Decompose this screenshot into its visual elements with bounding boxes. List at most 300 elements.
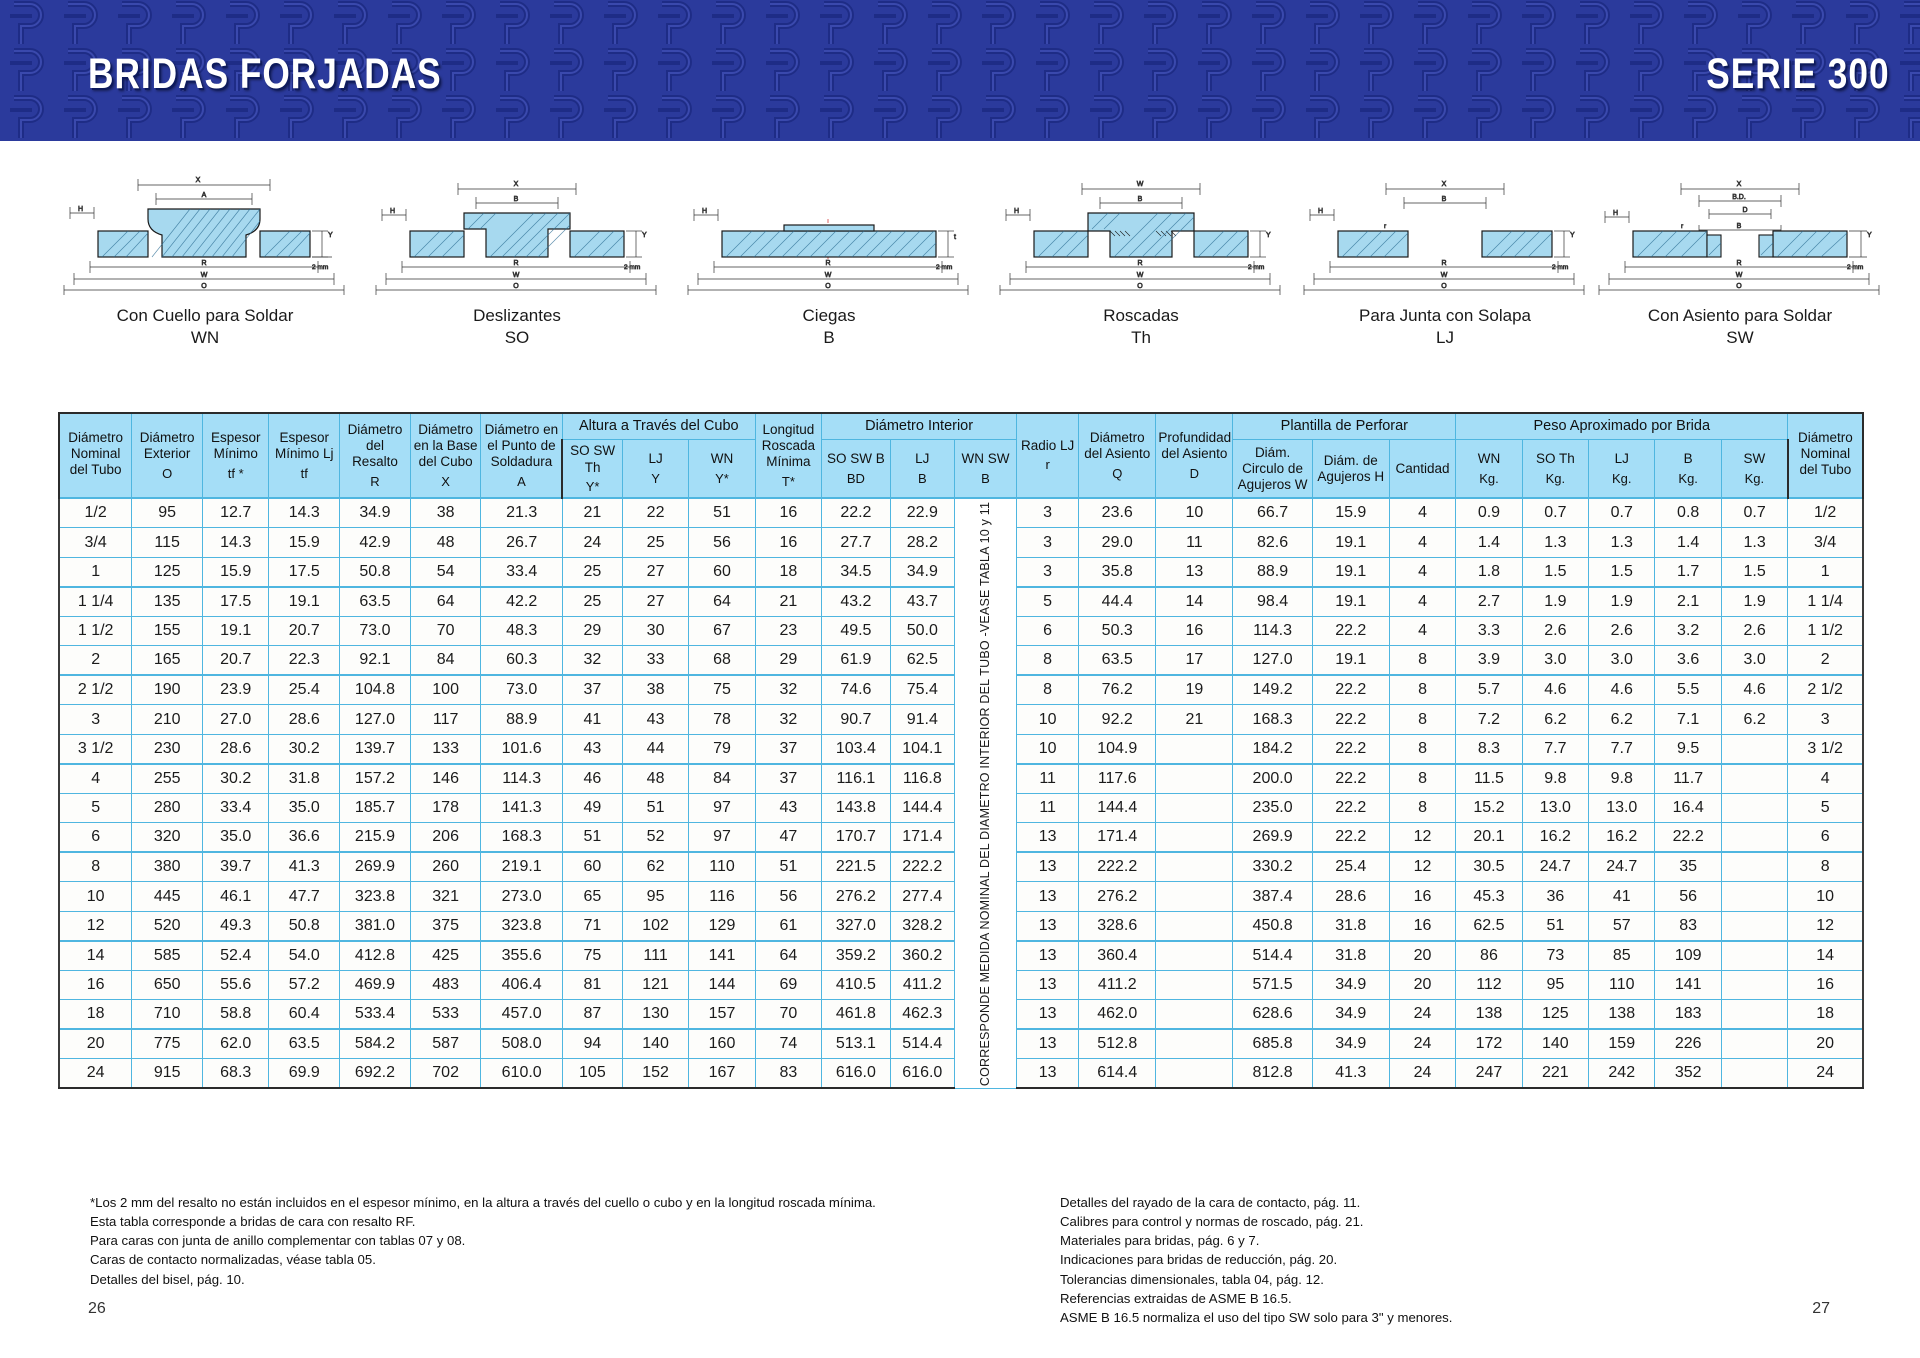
table-cell: 508.0 xyxy=(481,1029,562,1059)
figure-name: Ciegas xyxy=(802,306,856,325)
table-cell: 31.8 xyxy=(1312,941,1389,971)
table-cell: 221 xyxy=(1522,1059,1588,1089)
svg-text:O: O xyxy=(825,283,831,290)
table-cell: 20 xyxy=(1389,970,1455,1000)
table-cell xyxy=(1721,1029,1787,1059)
table-cell: 19.1 xyxy=(1312,646,1389,676)
table-cell: 4 xyxy=(1389,498,1455,528)
table-cell: 117.6 xyxy=(1079,764,1156,794)
table-cell: 7.2 xyxy=(1456,705,1522,735)
table-cell: 141.3 xyxy=(481,793,562,823)
table-cell: 775 xyxy=(132,1029,203,1059)
table-cell: 57.2 xyxy=(269,970,340,1000)
table-cell: 206 xyxy=(410,823,481,853)
table-cell: 269.9 xyxy=(1233,823,1312,853)
table-cell: 86 xyxy=(1456,941,1522,971)
table-cell: 19.1 xyxy=(1312,528,1389,558)
table-cell: 24.7 xyxy=(1522,852,1588,882)
table-cell: 2 1/2 xyxy=(59,675,132,705)
table-cell: 31.8 xyxy=(269,764,340,794)
table-cell: 167 xyxy=(689,1059,755,1089)
table-cell: 67 xyxy=(689,616,755,646)
table-cell: 628.6 xyxy=(1233,1000,1312,1030)
svg-text:B.D.: B.D. xyxy=(1732,194,1746,201)
col-head-hub-height-wn: WN Y* xyxy=(689,440,755,498)
table-cell: 34.9 xyxy=(1312,970,1389,1000)
table-cell: 13 xyxy=(1017,911,1079,941)
table-cell: 412.8 xyxy=(340,941,411,971)
table-cell: 13 xyxy=(1017,941,1079,971)
table-head xyxy=(59,413,1863,498)
table-cell: 114.3 xyxy=(1233,616,1312,646)
table-cell: 380 xyxy=(132,852,203,882)
svg-text:Y: Y xyxy=(642,232,647,239)
table-cell: 0.9 xyxy=(1456,498,1522,528)
figure-caption-so xyxy=(372,305,662,349)
table-cell: 0.7 xyxy=(1721,498,1787,528)
table-cell: 3/4 xyxy=(59,528,132,558)
table-cell: 24 xyxy=(1389,1000,1455,1030)
table-cell: 33.4 xyxy=(203,793,269,823)
figure-code: Th xyxy=(1131,327,1151,347)
table-cell xyxy=(1156,1000,1233,1030)
table-cell: 95 xyxy=(1522,970,1588,1000)
table-cell: 91.4 xyxy=(890,705,954,735)
col-head-weight-wn: WN Kg. xyxy=(1456,440,1522,498)
table-cell: 184.2 xyxy=(1233,734,1312,764)
table-cell: 25 xyxy=(562,587,622,617)
svg-text:W: W xyxy=(824,272,832,279)
table-cell: 56 xyxy=(1655,882,1721,912)
flange-diagrams-row xyxy=(0,141,1920,381)
table-cell: 8 xyxy=(1389,764,1455,794)
svg-text:B: B xyxy=(1137,196,1143,203)
table-cell xyxy=(1721,734,1787,764)
table-cell: 78 xyxy=(689,705,755,735)
table-cell: 14.3 xyxy=(203,528,269,558)
figure-code: LJ xyxy=(1436,327,1454,347)
table-cell: 33 xyxy=(622,646,688,676)
table-cell: 19.1 xyxy=(1312,557,1389,587)
table-cell: 47.7 xyxy=(269,882,340,912)
table-cell: 22.9 xyxy=(890,498,954,528)
page-header-banner xyxy=(0,0,1920,141)
table-cell: 160 xyxy=(689,1029,755,1059)
table-cell: 37 xyxy=(755,764,821,794)
table-cell: 4.6 xyxy=(1589,675,1655,705)
footnote-right-line: Calibres para control y normas de roscado, pág. 21. xyxy=(1060,1214,1364,1230)
table-cell: 95 xyxy=(622,882,688,912)
table-cell: 6.2 xyxy=(1589,705,1655,735)
table-cell: 39.7 xyxy=(203,852,269,882)
table-cell: 29 xyxy=(755,646,821,676)
table-cell: 41.3 xyxy=(269,852,340,882)
table-cell: 157 xyxy=(689,1000,755,1030)
table-cell: 11 xyxy=(1017,764,1079,794)
page-number-left: 26 xyxy=(88,1300,106,1317)
table-cell: 104.8 xyxy=(340,675,411,705)
table-cell xyxy=(1156,911,1233,941)
table-cell: 222.2 xyxy=(890,852,954,882)
table-cell: 42.2 xyxy=(481,587,562,617)
table-cell: 15.9 xyxy=(269,528,340,558)
table-cell: 49.3 xyxy=(203,911,269,941)
table-cell: 8 xyxy=(1389,793,1455,823)
table-cell: 49.5 xyxy=(822,616,891,646)
table-cell: 144.4 xyxy=(1079,793,1156,823)
table-cell: 21 xyxy=(562,498,622,528)
table-cell: 276.2 xyxy=(822,882,891,912)
table-cell: 520 xyxy=(132,911,203,941)
footnotes-right xyxy=(1060,1193,1452,1327)
table-cell: 50.8 xyxy=(340,557,411,587)
table-cell: 12 xyxy=(59,911,132,941)
table-cell: 280 xyxy=(132,793,203,823)
table-cell: 133 xyxy=(410,734,481,764)
table-cell: 44.4 xyxy=(1079,587,1156,617)
table-cell: 406.4 xyxy=(481,970,562,1000)
svg-text:R: R xyxy=(1736,260,1742,267)
table-cell: 3.2 xyxy=(1655,616,1721,646)
table-cell: 102 xyxy=(622,911,688,941)
table-cell: 16.4 xyxy=(1655,793,1721,823)
table-cell: 514.4 xyxy=(1233,941,1312,971)
table-cell: 172 xyxy=(1456,1029,1522,1059)
table-cell: 462.0 xyxy=(1079,1000,1156,1030)
figure-code: SW xyxy=(1726,327,1754,347)
table-cell: 16.2 xyxy=(1589,823,1655,853)
table-cell: 50.3 xyxy=(1079,616,1156,646)
table-cell: 360.2 xyxy=(890,941,954,971)
table-cell: 41.3 xyxy=(1312,1059,1389,1089)
table-cell: 170.7 xyxy=(822,823,891,853)
table-cell: 138 xyxy=(1589,1000,1655,1030)
table-cell: 135 xyxy=(132,587,203,617)
table-cell: 3 xyxy=(59,705,132,735)
table-cell: 0.7 xyxy=(1522,498,1588,528)
table-cell: 12 xyxy=(1389,852,1455,882)
table-cell: 14 xyxy=(1156,587,1233,617)
table-cell: 10 xyxy=(1017,734,1079,764)
table-cell: 127.0 xyxy=(1233,646,1312,676)
table-cell: 1/2 xyxy=(1788,498,1863,528)
table-cell: 36 xyxy=(1522,882,1588,912)
table-cell: 2.6 xyxy=(1589,616,1655,646)
table-cell: 24 xyxy=(1788,1059,1863,1089)
col-head-seat-diameter: Diámetro del Asiento Q xyxy=(1079,413,1156,498)
vertical-note-text: CORRESPONDE MEDIDA NOMINAL DEL DIAMETRO INTERIOR DEL TUBO -VEASE TABLA 10 y 11 xyxy=(978,501,993,1086)
col-head-hub-base-diameter: Diámetro en la Base del Cubo X xyxy=(410,413,481,498)
table-cell: 5 xyxy=(1788,793,1863,823)
table-cell: 200.0 xyxy=(1233,764,1312,794)
svg-text:B: B xyxy=(1441,196,1447,203)
table-cell: 92.1 xyxy=(340,646,411,676)
svg-text:X: X xyxy=(1736,181,1742,188)
table-cell: 1.3 xyxy=(1589,528,1655,558)
table-cell: 616.0 xyxy=(822,1059,891,1089)
table-cell: 35.0 xyxy=(203,823,269,853)
table-cell: 32 xyxy=(755,705,821,735)
table-cell: 610.0 xyxy=(481,1059,562,1089)
table-cell: 56 xyxy=(689,528,755,558)
col-head-raised-face-diameter: Diámetro del Resalto R xyxy=(340,413,411,498)
table-cell: 62 xyxy=(622,852,688,882)
footnote-left-line: Esta tabla corresponde a bridas de cara con resalto RF. xyxy=(90,1214,416,1230)
table-cell: 63.5 xyxy=(340,587,411,617)
table-cell: 4 xyxy=(1788,764,1863,794)
table-cell: 24 xyxy=(59,1059,132,1089)
table-cell: 35.8 xyxy=(1079,557,1156,587)
table-cell: 16 xyxy=(59,970,132,1000)
lj-flange-drawing xyxy=(1300,169,1590,299)
col-head-seat-depth: Profundidad del Asiento D xyxy=(1156,413,1233,498)
table-cell: 28.6 xyxy=(269,705,340,735)
svg-text:2 mm: 2 mm xyxy=(1552,264,1569,271)
col-head-inner-diameter-wnsw: WN SW B xyxy=(954,440,1016,498)
svg-text:R: R xyxy=(513,260,519,267)
table-cell: 584.2 xyxy=(340,1029,411,1059)
table-cell: 533.4 xyxy=(340,1000,411,1030)
table-cell xyxy=(1721,1000,1787,1030)
table-cell: 16 xyxy=(1389,911,1455,941)
table-cell xyxy=(1721,941,1787,971)
figure-lj xyxy=(1300,169,1590,349)
table-cell: 4 xyxy=(1389,528,1455,558)
table-cell: 277.4 xyxy=(890,882,954,912)
table-cell: 1.4 xyxy=(1456,528,1522,558)
table-cell: 19.1 xyxy=(1312,587,1389,617)
table-cell: 43 xyxy=(622,705,688,735)
table-cell: 20 xyxy=(59,1029,132,1059)
table-cell: 21 xyxy=(755,587,821,617)
table-cell: 152 xyxy=(622,1059,688,1089)
table-cell: 13 xyxy=(1017,1059,1079,1089)
table-cell: 23.9 xyxy=(203,675,269,705)
table-cell: 483 xyxy=(410,970,481,1000)
table-cell: 144.4 xyxy=(890,793,954,823)
table-cell: 411.2 xyxy=(1079,970,1156,1000)
table-cell: 0.7 xyxy=(1589,498,1655,528)
svg-text:O: O xyxy=(1441,283,1447,290)
table-cell: 116 xyxy=(689,882,755,912)
table-cell: 360.4 xyxy=(1079,941,1156,971)
table-cell: 47 xyxy=(755,823,821,853)
table-cell: 20 xyxy=(1389,941,1455,971)
table-cell: 66.7 xyxy=(1233,498,1312,528)
table-cell: 75 xyxy=(689,675,755,705)
table-cell: 269.9 xyxy=(340,852,411,882)
table-cell: 28.6 xyxy=(203,734,269,764)
col-head-min-thickness: Espesor Mínimo tf * xyxy=(203,413,269,498)
table-cell: 328.6 xyxy=(1079,911,1156,941)
table-cell: 276.2 xyxy=(1079,882,1156,912)
table-cell: 411.2 xyxy=(890,970,954,1000)
svg-text:W: W xyxy=(1735,272,1743,279)
svg-text:Y: Y xyxy=(1570,232,1575,239)
svg-text:X: X xyxy=(513,181,519,188)
flange-dimensions-table-wrapper xyxy=(58,412,1864,1089)
table-cell: 3.3 xyxy=(1456,616,1522,646)
svg-text:R: R xyxy=(1137,260,1143,267)
footnote-right-line: Tolerancias dimensionales, tabla 04, pág. 12. xyxy=(1060,1271,1324,1287)
table-cell xyxy=(1156,1029,1233,1059)
col-head-weight-soth: SO Th Kg. xyxy=(1522,440,1588,498)
table-cell: 94 xyxy=(562,1029,622,1059)
svg-text:X: X xyxy=(1441,181,1447,188)
table-cell: 43.2 xyxy=(822,587,891,617)
table-cell: 83 xyxy=(1655,911,1721,941)
th-flange-drawing xyxy=(996,169,1286,299)
footnote-right-line: Materiales para bridas, pág. 6 y 7. xyxy=(1060,1233,1260,1249)
table-cell: 5 xyxy=(59,793,132,823)
table-cell: 52.4 xyxy=(203,941,269,971)
table-cell: 18 xyxy=(59,1000,132,1030)
table-cell: 42.9 xyxy=(340,528,411,558)
table-cell: 60 xyxy=(689,557,755,587)
col-head-hole-quantity: Cantidad xyxy=(1389,440,1455,498)
table-cell: 210 xyxy=(132,705,203,735)
table-cell: 2 xyxy=(59,646,132,676)
table-cell: 27.0 xyxy=(203,705,269,735)
footnote-right-line: Indicaciones para bridas de reducción, pág. 20. xyxy=(1060,1252,1338,1268)
table-cell: 61.9 xyxy=(822,646,891,676)
table-cell xyxy=(1721,970,1787,1000)
svg-text:Y: Y xyxy=(328,232,333,239)
table-cell: 85 xyxy=(1589,941,1655,971)
table-cell: 6.2 xyxy=(1721,705,1787,735)
table-cell: 22.2 xyxy=(1312,823,1389,853)
table-cell: 21.3 xyxy=(481,498,562,528)
col-head-nominal-diameter-right: Diámetro Nominal del Tubo xyxy=(1788,413,1863,498)
table-cell: 48.3 xyxy=(481,616,562,646)
table-cell: 51 xyxy=(562,823,622,853)
table-cell xyxy=(1721,852,1787,882)
svg-text:D: D xyxy=(1742,207,1748,214)
col-head-weld-point-diameter: Diámetro en el Punto de Soldadura A xyxy=(481,413,562,498)
table-cell: 111 xyxy=(622,941,688,971)
table-cell: 38 xyxy=(622,675,688,705)
table-cell: 273.0 xyxy=(481,882,562,912)
table-cell: 28.2 xyxy=(890,528,954,558)
table-cell: 9.8 xyxy=(1589,764,1655,794)
table-cell: 33.4 xyxy=(481,557,562,587)
table-cell: 512.8 xyxy=(1079,1029,1156,1059)
table-cell: 812.8 xyxy=(1233,1059,1312,1089)
table-cell: 168.3 xyxy=(1233,705,1312,735)
table-cell: 3.0 xyxy=(1721,646,1787,676)
table-cell: 235.0 xyxy=(1233,793,1312,823)
figure-name: Con Cuello para Soldar xyxy=(116,306,294,325)
table-cell: 141 xyxy=(689,941,755,971)
table-cell: 140 xyxy=(1522,1029,1588,1059)
table-cell: 32 xyxy=(755,675,821,705)
table-cell: 127.0 xyxy=(340,705,411,735)
table-cell: 29.0 xyxy=(1079,528,1156,558)
table-cell: 18 xyxy=(1788,1000,1863,1030)
table-cell: 8 xyxy=(1389,675,1455,705)
footnote-right-line: ASME B 16.5 normaliza el uso del tipo SW solo para 3" y menores. xyxy=(1060,1309,1453,1325)
vertical-note-cell xyxy=(954,498,1016,1088)
table-cell: 1.9 xyxy=(1522,587,1588,617)
table-cell: 215.9 xyxy=(340,823,411,853)
table-cell: 51 xyxy=(755,852,821,882)
table-cell: 48 xyxy=(622,764,688,794)
table-cell: 81 xyxy=(562,970,622,1000)
table-cell: 104.9 xyxy=(1079,734,1156,764)
table-cell: 84 xyxy=(689,764,755,794)
table-cell: 1.3 xyxy=(1721,528,1787,558)
table-cell: 22.2 xyxy=(1312,616,1389,646)
table-cell: 3 1/2 xyxy=(59,734,132,764)
table-cell: 10 xyxy=(1788,882,1863,912)
table-cell: 2.7 xyxy=(1456,587,1522,617)
table-cell: 23 xyxy=(755,616,821,646)
table-cell: 260 xyxy=(410,852,481,882)
table-cell: 43.7 xyxy=(890,587,954,617)
col-head-inner-diameter-lj: LJ B xyxy=(890,440,954,498)
table-cell: 64 xyxy=(410,587,481,617)
table-cell: 5 xyxy=(1017,587,1079,617)
table-cell: 130 xyxy=(622,1000,688,1030)
table-cell: 62.5 xyxy=(1456,911,1522,941)
table-cell: 692.2 xyxy=(340,1059,411,1089)
table-cell: 168.3 xyxy=(481,823,562,853)
group-head-inner-diameter: Diámetro Interior xyxy=(822,413,1017,440)
table-cell: 28.6 xyxy=(1312,882,1389,912)
table-cell: 327.0 xyxy=(822,911,891,941)
table-cell: 255 xyxy=(132,764,203,794)
table-cell: 24 xyxy=(562,528,622,558)
table-cell: 1 xyxy=(1788,557,1863,587)
col-head-nominal-diameter-left: Diámetro Nominal del Tubo xyxy=(59,413,132,498)
figure-name: Roscadas xyxy=(1103,306,1179,325)
table-cell: 97 xyxy=(689,823,755,853)
table-cell: 6 xyxy=(1017,616,1079,646)
table-cell: 1 1/4 xyxy=(1788,587,1863,617)
table-cell: 5.5 xyxy=(1655,675,1721,705)
table-cell: 64 xyxy=(689,587,755,617)
table-cell: 7.1 xyxy=(1655,705,1721,735)
table-cell: 68 xyxy=(689,646,755,676)
table-cell: 9.5 xyxy=(1655,734,1721,764)
table-cell: 105 xyxy=(562,1059,622,1089)
table-cell: 27 xyxy=(622,557,688,587)
table-cell: 34.9 xyxy=(1312,1029,1389,1059)
table-cell: 9.8 xyxy=(1522,764,1588,794)
table-cell: 171.4 xyxy=(1079,823,1156,853)
table-cell: 36.6 xyxy=(269,823,340,853)
table-row xyxy=(59,498,1863,528)
table-cell: 75 xyxy=(562,941,622,971)
svg-text:W: W xyxy=(1136,272,1144,279)
table-cell: 52 xyxy=(622,823,688,853)
table-cell: 87 xyxy=(562,1000,622,1030)
table-cell: 139.7 xyxy=(340,734,411,764)
table-cell: 20.7 xyxy=(203,646,269,676)
table-cell: 12.7 xyxy=(203,498,269,528)
col-head-hole-diameter: Diám. de Agujeros H xyxy=(1312,440,1389,498)
svg-text:H: H xyxy=(1014,208,1020,215)
table-cell: 226 xyxy=(1655,1029,1721,1059)
table-cell: 79 xyxy=(689,734,755,764)
table-cell: 21 xyxy=(1156,705,1233,735)
table-cell: 3 xyxy=(1017,528,1079,558)
table-cell: 17 xyxy=(1156,646,1233,676)
so-flange-drawing xyxy=(372,169,662,299)
table-cell xyxy=(1156,1059,1233,1089)
col-head-bolt-circle-diameter: Diám. Circulo de Agujeros W xyxy=(1233,440,1312,498)
table-cell: 25 xyxy=(562,557,622,587)
